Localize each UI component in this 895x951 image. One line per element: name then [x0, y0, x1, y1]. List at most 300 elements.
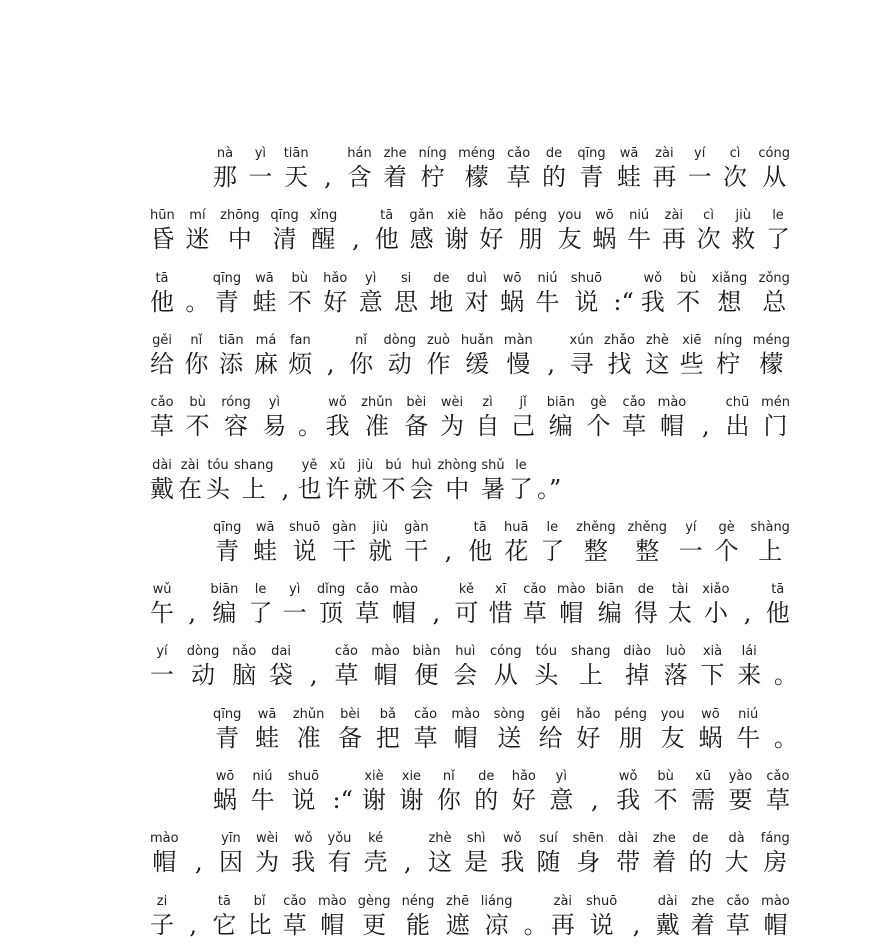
hanzi: 会 — [453, 661, 478, 690]
pinyin: biàn — [412, 644, 441, 660]
pinyin: shang — [234, 457, 274, 473]
hanzi: 牛 — [736, 723, 761, 752]
pinyin: bú — [385, 457, 402, 473]
character-unit — [283, 894, 307, 940]
hanzi: 不 — [185, 412, 210, 441]
punctuation — [740, 582, 756, 628]
hanzi: 因 — [218, 848, 243, 877]
hanzi: 草 — [355, 599, 380, 628]
hanzi: 会 — [409, 474, 434, 503]
character-unit — [349, 333, 373, 379]
character-unit — [523, 582, 547, 628]
character-unit — [634, 582, 658, 628]
pinyin: zài — [655, 146, 674, 161]
pinyin: sòng — [493, 706, 525, 722]
pinyin: suí — [539, 831, 558, 847]
hanzi: 可 — [454, 599, 479, 628]
hanzi: 身 — [576, 848, 601, 877]
pinyin: zhè — [645, 332, 669, 348]
character-unit — [178, 458, 202, 504]
pinyin: cǎo — [334, 644, 358, 660]
hanzi: 慢 — [506, 349, 531, 378]
hanzi: 一 — [678, 536, 703, 565]
punctuation-mark: , — [432, 599, 441, 628]
character-unit — [150, 644, 174, 690]
hanzi: 惜 — [488, 599, 513, 628]
pinyin: hán — [347, 146, 372, 161]
character-unit — [249, 582, 273, 628]
hanzi: 牛 — [250, 786, 275, 814]
hanzi: 含 — [347, 163, 372, 191]
character-unit — [394, 271, 418, 317]
character-unit — [250, 769, 274, 815]
pinyin: zhè — [428, 831, 452, 847]
hanzi: 太 — [668, 599, 693, 628]
pinyin: cǎo — [622, 395, 646, 411]
hanzi: 头 — [206, 474, 230, 503]
hanzi: 不 — [287, 287, 312, 316]
pinyin: tiān — [218, 332, 244, 348]
pinyin: yì — [289, 582, 301, 598]
text-line — [213, 516, 790, 566]
hanzi: 思 — [394, 287, 419, 316]
punctuation-mark: , — [326, 349, 335, 378]
character-unit — [418, 146, 446, 192]
pinyin: de — [433, 270, 450, 286]
character-unit — [317, 582, 345, 628]
hanzi: 青 — [215, 723, 240, 752]
hanzi: 大 — [724, 848, 749, 877]
pinyin: le — [254, 582, 267, 598]
pinyin: yì — [555, 769, 567, 784]
character-unit — [481, 458, 505, 504]
pinyin: hūn — [150, 208, 175, 224]
punctuation-mark: , — [743, 599, 752, 628]
hanzi: 檬 — [759, 349, 784, 378]
character-unit — [512, 769, 536, 815]
text-line — [150, 890, 790, 940]
punctuation-mark: , — [403, 848, 412, 877]
character-unit — [558, 208, 582, 254]
character-unit — [573, 831, 604, 877]
character-unit — [255, 831, 279, 877]
pinyin: cǎo — [766, 769, 790, 784]
character-unit — [476, 395, 500, 441]
character-unit — [150, 271, 174, 317]
hanzi: 柠 — [716, 349, 741, 378]
punctuation-mark: , — [702, 412, 710, 441]
hanzi: 友 — [557, 225, 582, 254]
hanzi: 我 — [291, 848, 316, 877]
hanzi: 一 — [150, 661, 174, 690]
pinyin: cì — [703, 208, 714, 224]
punctuation — [537, 458, 562, 504]
punctuation-mark: , — [189, 910, 197, 939]
character-unit — [641, 271, 665, 317]
character-unit — [383, 146, 407, 192]
pinyin: gàn — [332, 519, 357, 535]
punctuation — [348, 208, 364, 254]
pinyin: you — [660, 706, 685, 722]
character-unit — [427, 333, 451, 379]
character-unit — [540, 520, 564, 566]
character-unit — [453, 644, 477, 690]
hanzi: 暑 — [481, 474, 505, 503]
character-unit — [766, 208, 790, 254]
character-unit — [437, 458, 477, 504]
pinyin: luò — [665, 644, 686, 660]
pinyin: shang — [571, 644, 611, 660]
character-unit — [761, 831, 790, 877]
character-unit — [592, 208, 616, 254]
character-unit — [494, 707, 525, 753]
hanzi: 着 — [652, 848, 677, 877]
punctuation — [400, 831, 416, 877]
hanzi: 牛 — [535, 287, 560, 316]
hanzi: 是 — [464, 848, 489, 877]
punctuation-mark: :“ — [332, 786, 353, 814]
character-unit — [737, 644, 761, 690]
punctuation-mark: 。 — [185, 287, 210, 316]
text-line — [150, 329, 790, 379]
hanzi: 他 — [374, 225, 399, 254]
pinyin: wā — [255, 519, 275, 535]
hanzi: 草 — [725, 910, 750, 939]
hanzi: 不 — [381, 474, 406, 503]
punctuation — [773, 644, 798, 690]
hanzi: 顶 — [319, 599, 344, 628]
pinyin: gè — [590, 395, 607, 411]
hanzi: 好 — [511, 786, 536, 814]
hanzi: 备 — [338, 723, 363, 752]
pinyin: mào — [451, 706, 480, 722]
character-unit — [270, 208, 298, 254]
pinyin: zhe — [652, 831, 676, 847]
punctuation — [587, 769, 603, 815]
hanzi: 着 — [383, 163, 408, 191]
character-unit — [616, 769, 640, 815]
character-unit — [627, 520, 667, 566]
character-unit — [676, 271, 700, 317]
character-unit — [213, 707, 241, 753]
character-unit — [451, 707, 480, 753]
pinyin: cóng — [758, 146, 790, 161]
hanzi: 动 — [191, 661, 216, 690]
character-unit — [652, 831, 676, 877]
hanzi: 许 — [325, 474, 350, 503]
hanzi: 蜗 — [698, 723, 723, 752]
character-unit — [691, 769, 715, 815]
hanzi: 更 — [362, 910, 387, 939]
hanzi: 草 — [765, 786, 790, 814]
character-unit — [702, 582, 729, 628]
character-unit — [404, 395, 428, 441]
pinyin: cǎo — [283, 893, 307, 909]
pinyin: zhǔn — [361, 395, 393, 411]
hanzi: 子 — [150, 910, 174, 939]
pinyin: tā — [155, 270, 169, 286]
punctuation — [523, 894, 548, 940]
pinyin: cǎo — [150, 395, 174, 411]
punctuation-mark: , — [324, 163, 332, 191]
pinyin: wā — [619, 146, 639, 161]
pinyin: wǒ — [503, 831, 522, 847]
hanzi: 为 — [255, 848, 280, 877]
text-line — [150, 578, 790, 628]
character-unit — [679, 520, 703, 566]
character-unit — [504, 333, 533, 379]
character-unit — [680, 333, 704, 379]
hanzi: 再 — [550, 910, 575, 939]
pinyin: bù — [679, 270, 697, 286]
pinyin: zǒng — [758, 270, 790, 286]
pinyin: mào — [317, 893, 347, 909]
hanzi: 牛 — [627, 225, 652, 254]
character-unit — [213, 146, 237, 192]
character-unit — [358, 894, 391, 940]
character-unit — [490, 644, 522, 690]
hanzi: 帽 — [763, 910, 788, 939]
pinyin: tài — [671, 582, 689, 598]
hanzi: 编 — [212, 599, 237, 628]
hanzi: 遮 — [445, 910, 470, 939]
character-unit — [409, 458, 433, 504]
hanzi: 好 — [479, 225, 504, 254]
punctuation-mark: , — [590, 786, 599, 814]
character-unit — [445, 208, 469, 254]
punctuation — [297, 395, 322, 441]
punctuation — [185, 894, 201, 940]
character-unit — [232, 644, 256, 690]
hanzi: 说 — [291, 786, 316, 814]
pinyin: bǎ — [379, 706, 396, 722]
character-unit — [368, 520, 392, 566]
character-unit — [535, 271, 559, 317]
hanzi: 他 — [765, 599, 790, 628]
text-line — [150, 204, 790, 254]
hanzi: 我 — [500, 848, 525, 877]
hanzi: 我 — [640, 287, 665, 316]
hanzi: 找 — [607, 349, 632, 378]
punctuation — [184, 582, 200, 628]
pinyin: níng — [418, 146, 447, 161]
character-unit — [414, 707, 438, 753]
pinyin: nǎo — [232, 644, 257, 660]
character-unit — [252, 271, 276, 317]
text-line — [213, 703, 798, 753]
character-unit — [656, 894, 680, 940]
hanzi: 草 — [334, 661, 359, 690]
hanzi: 地 — [429, 287, 454, 316]
character-unit — [725, 395, 749, 441]
punctuation-mark: , — [352, 225, 360, 254]
pinyin: tā — [771, 582, 785, 598]
pinyin: gǎn — [409, 208, 434, 224]
hanzi: 迷 — [185, 225, 210, 254]
pinyin: lái — [741, 644, 757, 660]
punctuation-mark: :“ — [613, 287, 634, 316]
character-unit — [284, 146, 309, 192]
hanzi: 蛙 — [253, 536, 278, 565]
pinyin: jiù — [735, 208, 752, 224]
pinyin: nǐ — [190, 332, 203, 348]
character-unit — [212, 894, 236, 940]
hanzi: 这 — [645, 349, 670, 378]
pinyin: zhòng — [437, 457, 477, 473]
pinyin: shuō — [570, 270, 603, 286]
punctuation — [698, 395, 714, 441]
hanzi: 戴 — [655, 910, 680, 939]
character-unit — [297, 458, 321, 504]
hanzi: 随 — [536, 848, 561, 877]
pinyin: huì — [455, 644, 476, 660]
hanzi: 出 — [725, 412, 750, 441]
pinyin: cǎo — [355, 582, 379, 598]
pinyin: wō — [595, 208, 614, 224]
pinyin: shǔ — [481, 457, 505, 473]
character-unit — [571, 644, 610, 690]
character-unit — [700, 644, 724, 690]
hanzi: 给 — [538, 723, 563, 752]
character-unit — [213, 769, 237, 815]
hanzi: 蜗 — [592, 225, 617, 254]
pinyin: wèi — [440, 395, 464, 411]
character-unit — [187, 644, 220, 690]
punctuation-mark: 。 — [773, 723, 798, 752]
character-unit — [269, 644, 293, 690]
pinyin: yí — [694, 146, 706, 161]
character-unit — [150, 333, 174, 379]
hanzi: 蜗 — [500, 287, 525, 316]
character-unit — [570, 333, 594, 379]
pinyin: le — [515, 457, 527, 473]
character-unit — [150, 458, 174, 504]
character-unit — [213, 271, 241, 317]
pinyin: qīng — [213, 519, 242, 535]
hanzi: 一 — [282, 599, 307, 628]
pinyin: bèi — [340, 706, 361, 722]
hanzi: 草 — [413, 723, 438, 752]
hanzi: 容 — [223, 412, 248, 441]
character-unit — [549, 769, 573, 815]
pinyin: méng — [752, 332, 790, 348]
character-unit — [576, 520, 616, 566]
punctuation — [185, 271, 210, 317]
character-unit — [376, 707, 400, 753]
character-unit — [210, 582, 238, 628]
pinyin: bèi — [406, 395, 427, 411]
hanzi: 袋 — [269, 661, 294, 690]
pinyin: nǐ — [442, 769, 455, 784]
character-unit — [504, 520, 528, 566]
character-unit — [645, 333, 669, 379]
character-unit — [390, 582, 419, 628]
character-unit — [262, 395, 286, 441]
character-unit — [759, 271, 790, 317]
hanzi: 己 — [511, 412, 536, 441]
hanzi: 了 — [509, 474, 533, 503]
hanzi: 朋 — [618, 723, 643, 752]
hanzi: 蛙 — [617, 163, 642, 191]
pinyin: yì — [365, 270, 377, 286]
pinyin: màn — [503, 332, 533, 348]
hanzi: 想 — [717, 287, 742, 316]
hanzi: 落 — [663, 661, 688, 690]
hanzi: 要 — [728, 786, 753, 814]
pinyin: wō — [215, 769, 235, 784]
character-unit — [309, 208, 337, 254]
hanzi: 蛙 — [252, 287, 277, 316]
pinyin: mào — [371, 644, 400, 660]
character-unit — [761, 395, 790, 441]
hanzi: 得 — [633, 599, 658, 628]
character-unit — [150, 582, 174, 628]
character-unit — [464, 831, 488, 877]
pinyin: yí — [156, 644, 168, 660]
character-unit — [326, 395, 350, 441]
hanzi: 为 — [439, 412, 464, 441]
character-unit — [375, 208, 399, 254]
pinyin: cǎo — [523, 582, 547, 598]
character-unit — [542, 146, 566, 192]
character-unit — [338, 707, 362, 753]
hanzi: 清 — [272, 225, 297, 254]
character-unit — [715, 520, 739, 566]
hanzi: 草 — [150, 412, 174, 441]
punctuation — [323, 333, 339, 379]
punctuation-mark: 。 — [297, 412, 322, 441]
pinyin: zì — [482, 395, 493, 411]
character-unit — [536, 831, 560, 877]
punctuation — [332, 769, 353, 815]
character-unit — [213, 520, 241, 566]
pinyin: dà — [728, 831, 745, 847]
pinyin: gè — [718, 519, 735, 535]
hanzi: 次 — [696, 225, 721, 254]
pinyin: zhe — [383, 146, 407, 161]
punctuation-mark: , — [188, 599, 196, 628]
hanzi: 说 — [574, 287, 599, 316]
pinyin: chū — [725, 395, 750, 411]
pinyin: wèi — [255, 831, 279, 847]
hanzi: 不 — [676, 287, 701, 316]
hanzi: 青 — [215, 536, 240, 565]
character-unit — [428, 831, 452, 877]
character-unit — [617, 146, 641, 192]
character-unit — [652, 146, 676, 192]
hanzi: 你 — [436, 786, 461, 814]
pinyin: mào — [556, 582, 586, 598]
pinyin: yí — [685, 519, 697, 535]
pinyin: zài — [180, 457, 200, 473]
character-unit — [534, 644, 558, 690]
hanzi: 着 — [690, 910, 715, 939]
pinyin: wǔ — [152, 582, 172, 598]
character-unit — [697, 208, 721, 254]
pinyin: bù — [189, 395, 206, 411]
pinyin: shuō — [287, 769, 320, 784]
pinyin: yě — [301, 457, 318, 473]
punctuation — [428, 582, 444, 628]
pinyin: niú — [252, 769, 273, 784]
pinyin: zhē — [446, 893, 470, 909]
pinyin: de — [478, 769, 495, 784]
hanzi: 小 — [703, 599, 728, 628]
character-unit — [458, 146, 495, 192]
pinyin: dǐng — [316, 582, 346, 598]
hanzi: 柠 — [420, 163, 445, 191]
hanzi: 的 — [474, 786, 499, 814]
